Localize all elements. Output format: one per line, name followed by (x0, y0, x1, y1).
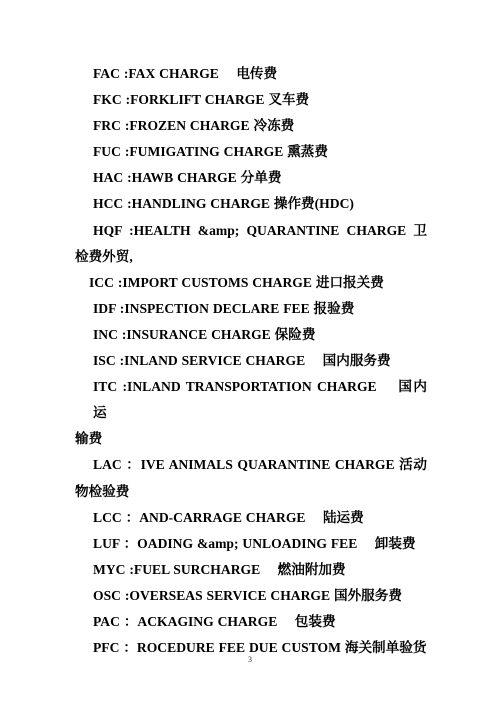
glossary-entry-idf (75, 296, 427, 322)
glossary-entry-itc (75, 374, 427, 452)
entry-text: ITC :INLAND TRANSPORTATION CHARGE 国内运 (93, 379, 427, 421)
entry-text: FRC :FROZEN CHARGE 冷冻费 (93, 118, 295, 134)
glossary-entry-inc (75, 322, 427, 348)
entry-text: FKC :FORKLIFT CHARGE 叉车费 (93, 92, 310, 108)
entry-text: LCC ：AND-CARRAGE CHARGE 陆运费 (93, 509, 364, 525)
entry-text: FAC :FAX CHARGE 电传费 (93, 66, 278, 81)
page-number: 3 (248, 655, 252, 664)
entry-continuation: 检费外贸, (75, 248, 133, 264)
glossary-entry-isc (75, 348, 427, 374)
entry-text: LUF ：OADING &amp; UNLOADING FEE 卸装费 (93, 535, 416, 551)
glossary-entry-frc (75, 113, 427, 139)
entry-text: HCC :HANDLING CHARGE 操作费(HDC) (93, 196, 354, 212)
glossary-entry-lac (75, 452, 427, 504)
entry-text: HQF :HEALTH &amp; QUARANTINE CHARGE 卫 (93, 222, 427, 238)
entry-text: ICC :IMPORT CUSTOMS CHARGE 进口报关费 (89, 274, 384, 290)
entry-text: FUC :FUMIGATING CHARGE 熏蒸费 (93, 144, 328, 160)
glossary-entry-fkc (75, 87, 427, 113)
entry-continuation: 物检验费 (75, 483, 130, 499)
entry-text: PFC ：ROCEDURE FEE DUE CUSTOM 海关制单验货 (93, 640, 427, 656)
entry-text: INC :INSURANCE CHARGE 保险费 (93, 326, 316, 342)
glossary-entry-fuc (75, 139, 427, 165)
entry-text: LAC ：IVE ANIMALS QUARANTINE CHARGE 活动 (93, 457, 427, 473)
entry-text: OSC :OVERSEAS SERVICE CHARGE 国外服务费 (93, 587, 402, 603)
glossary-entry-hcc (75, 191, 427, 217)
glossary-entry-lcc (75, 505, 427, 531)
entry-continuation: 输费 (75, 431, 103, 447)
entry-text: HAC :HAWB CHARGE 分单费 (93, 170, 282, 186)
glossary-entry-icc (75, 270, 427, 296)
glossary-entry-hac (75, 165, 427, 191)
glossary-entry-pac (75, 609, 427, 635)
entry-text: MYC :FUEL SURCHARGE 燃油附加费 (93, 561, 346, 577)
glossary-list (75, 61, 427, 661)
glossary-entry-myc (75, 557, 427, 583)
glossary-entry-luf (75, 531, 427, 557)
entry-text: ISC :INLAND SERVICE CHARGE 国内服务费 (93, 353, 391, 369)
entry-text: IDF :INSPECTION DECLARE FEE 报验费 (93, 300, 355, 316)
glossary-entry-osc (75, 583, 427, 609)
glossary-entry-hqf (75, 218, 427, 270)
glossary-entry-fac (75, 61, 427, 87)
entry-text: PAC ：ACKAGING CHARGE 包装费 (93, 613, 336, 629)
